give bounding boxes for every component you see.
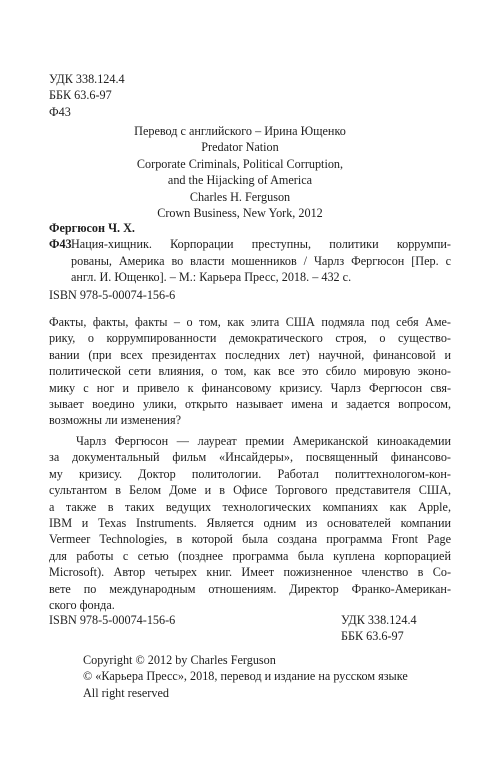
catalog-line-1	[49, 236, 451, 252]
bbk-code: ББК 63.6-97	[49, 88, 112, 103]
annotation-line: мику с ног и привело к финансовому кризису. Чарлз Фергюсон свя-	[49, 380, 451, 395]
annotation-line: рику, о коррумпированности демократического строя, о существо-	[49, 331, 451, 346]
original-author: Charles H. Ferguson	[189, 189, 291, 204]
annotation-line: Факты, факты, факты – о том, как элита США подмяла под себя Аме-	[49, 315, 451, 329]
original-subtitle-1: Corporate Criminals, Political Corruption,	[136, 156, 344, 171]
bio-line: IBM и Texas Instruments. Является одним из основателей компании	[49, 516, 451, 531]
bio-line: за документальный фильм «Инсайдеры», посвященный финансово-	[49, 450, 451, 465]
bio-line: сультантом в Белом Доме и в Офисе Торгового представителя США,	[49, 483, 451, 498]
bio-line: му кризису. Доктор политологии. Работал политтехнологом-кон-	[49, 466, 451, 481]
bio-line: а также в таких ведущих технологических компаниях как Apple,	[49, 499, 451, 514]
catalog-title: Нация-хищник. Корпорации преступны, политики коррумпи-	[71, 237, 451, 252]
original-title: Predator Nation	[201, 140, 279, 155]
header-codes	[49, 71, 125, 120]
bio-line: ского фонда.	[49, 598, 115, 613]
original-publisher: Crown Business, New York, 2012	[157, 206, 323, 221]
footer-bbk: ББК 63.6-97	[341, 629, 404, 644]
footer-udk: УДК 338.124.4	[341, 613, 417, 627]
catalog-record	[49, 220, 451, 286]
annotation-line: возможны ли изменения?	[49, 413, 182, 428]
bio-line: Microsoft). Автор четырех книг. Имеет пожизненное членство в Со-	[49, 565, 451, 580]
bio-line: Vermeer Technologies, в которой была создана программа Front Page	[49, 532, 451, 547]
isbn-top: ISBN 978-5-00074-156-6	[49, 288, 176, 302]
copyright-line: All right reserved	[83, 685, 169, 700]
bio-line: Чарлз Фергюсон — лауреат премии Американской киноакадемии	[76, 434, 451, 448]
annotation-line: вании (при всех президентах последних лет) научной, финансовой и	[49, 347, 451, 362]
annotation	[49, 314, 451, 429]
catalog-code: Ф43	[49, 237, 72, 252]
author-mark: Ф43	[49, 104, 71, 119]
bio-line: для работы с сетью (позднее программа была куплена корпорацией	[49, 548, 451, 563]
catalog-line-2: рованы, Америка во власти мошенников / Чарлз Фергюсон [Пер. с	[71, 253, 451, 268]
original-subtitle-2: and the Hijacking of America	[167, 173, 313, 188]
copyright-line: Copyright © 2012 by Charles Ferguson	[83, 653, 276, 667]
annotation-line: зывает воедино улики, открыто называет имена и задается вопросом,	[49, 397, 451, 412]
copyright-line: © «Карьера Пресс», 2018, перевод и издание на русском языке	[83, 669, 408, 684]
isbn-bottom: ISBN 978-5-00074-156-6	[49, 613, 176, 627]
udk-code: УДК 338.124.4	[49, 72, 125, 86]
catalog-author: Фергюсон Ч. Х.	[49, 221, 135, 235]
footer-codes	[341, 612, 417, 645]
catalog-line-3: англ. И. Ющенко]. – М.: Карьера Пресс, 2018. – 432 с.	[71, 270, 352, 285]
copyright-block	[83, 652, 408, 701]
annotation-line: политической сети влияния, о том, как все это сбило мировую эконо-	[49, 364, 451, 379]
original-edition-info	[110, 123, 370, 221]
translator-line: Перевод с английского – Ирина Ющенко	[134, 124, 346, 138]
author-bio	[49, 433, 451, 613]
bio-line: вете по международным отношениям. Директор Франко-Американ-	[49, 581, 451, 596]
